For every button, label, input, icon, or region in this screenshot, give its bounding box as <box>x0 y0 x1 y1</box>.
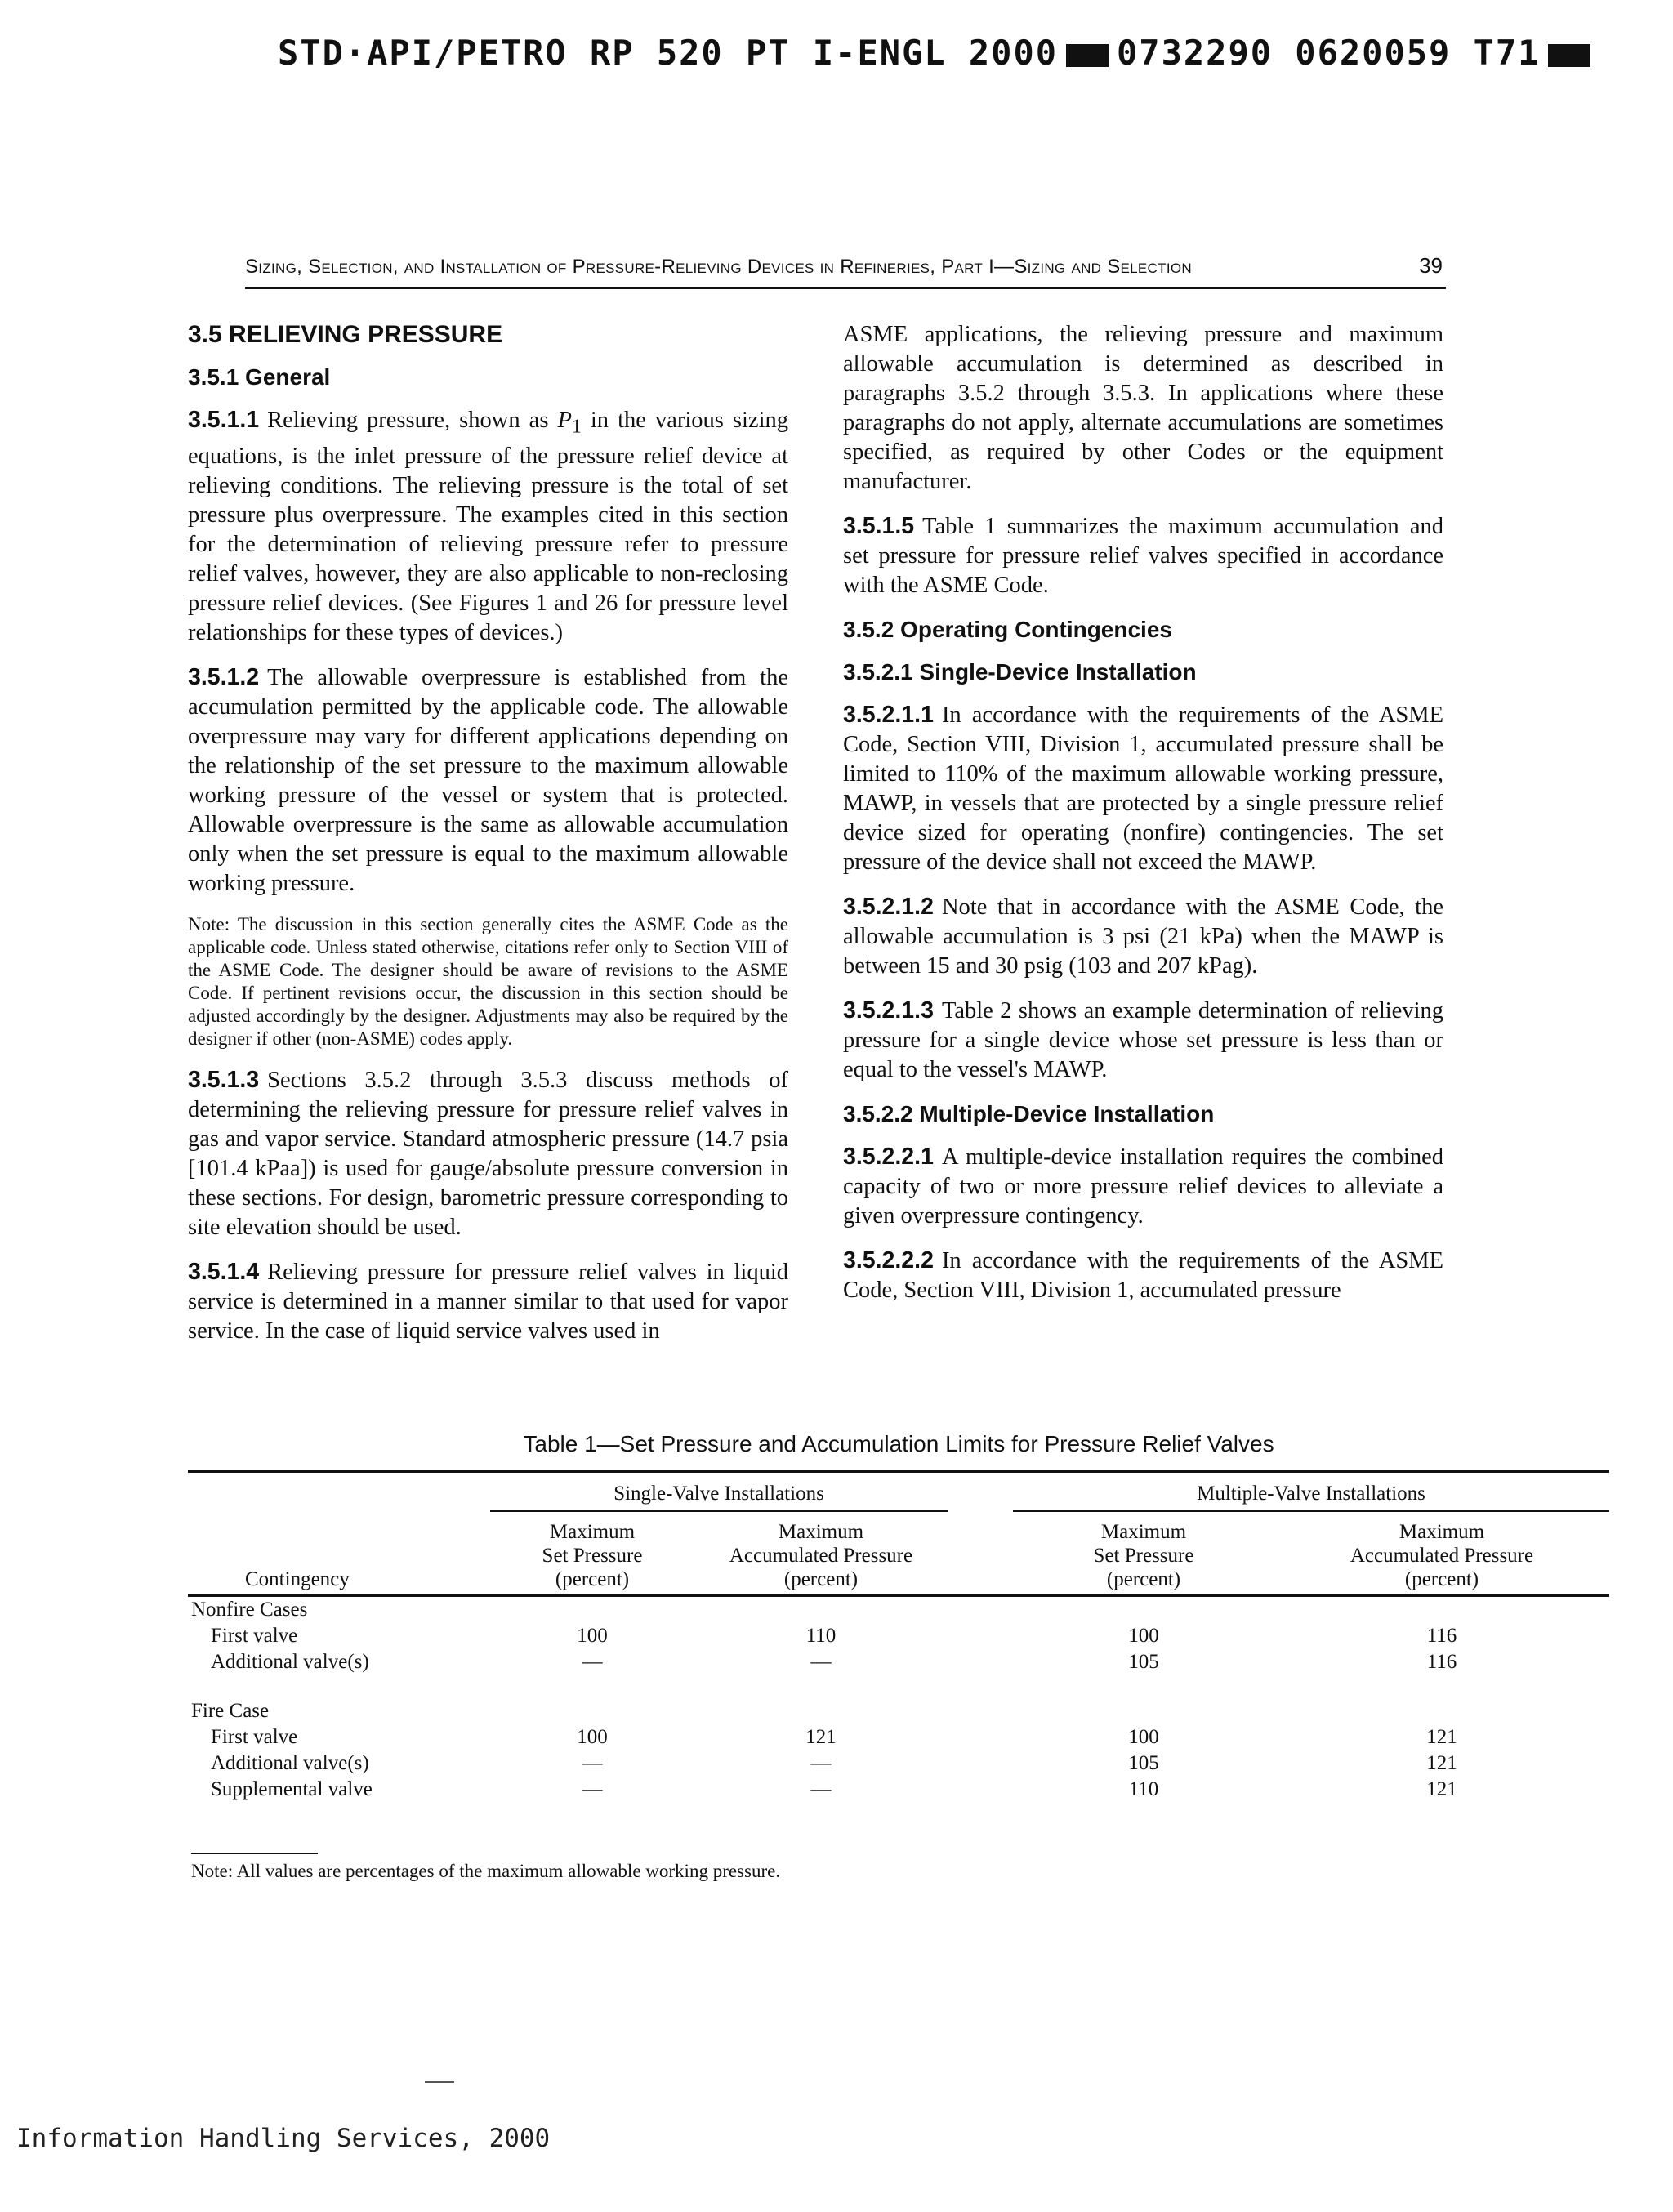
paragraph-number: 3.5.1.4 <box>188 1258 260 1285</box>
cell-single-set: — <box>582 1778 603 1800</box>
paragraph-number: 3.5.1.5 <box>843 513 915 539</box>
stamp-code: STD·API/PETRO RP 520 PT I-ENGL 2000 <box>278 33 1059 73</box>
header-line: Accumulated Pressure <box>1350 1545 1534 1567</box>
stamp-suffix: T71 <box>1473 33 1541 73</box>
paragraph-continued: ASME applications, the relieving pressure and maximum allowable accumulation is determined as described in paragraphs 3.5.2 through 3.5.3. In applications where these paragraphs do not apply, alternate accumulations are sometimes specified, as required by other Codes or the equipment manufacturer. <box>843 322 1443 494</box>
category-fire: Fire Case <box>191 1700 270 1722</box>
paragraph-text: Table 1 summarizes the maximum accumulation and set pressure for pressure relief valves specified in accordance with the ASME Code. <box>843 514 1443 598</box>
paragraph-number: 3.5.2.1.1 <box>843 702 934 728</box>
table-note: Note: All values are percentages of the maximum allowable working pressure. <box>191 1861 781 1881</box>
paragraph-3-5-2-2-2 <box>843 1246 1443 1305</box>
column-header-multiple-acc <box>1274 1511 1609 1596</box>
cell-gap <box>948 1724 1013 1750</box>
cell-gap <box>948 1649 1013 1675</box>
row-label: Supplemental valve <box>211 1778 373 1800</box>
table-row-category <box>188 1596 1609 1624</box>
column-header-single-set <box>490 1511 694 1596</box>
cell-multiple-acc: 121 <box>1426 1778 1457 1800</box>
group-header-single: Single-Valve Installations <box>490 1473 948 1511</box>
group-header-multiple: Multiple-Valve Installations <box>1013 1473 1609 1511</box>
header-line: Maximum <box>1399 1521 1485 1543</box>
paragraph-text: A multiple-device installation requires the combined capacity of two or more pressure relief devices to alleviate a given overpressure contingency. <box>843 1144 1443 1229</box>
cell-single-acc: — <box>810 1651 832 1673</box>
paragraph-3-5-1-4 <box>188 1257 788 1346</box>
stamp-block-2 <box>1548 44 1590 67</box>
scan-mark <box>425 2081 454 2083</box>
table-group-gap <box>948 1473 1013 1511</box>
table-row-category <box>188 1698 1609 1724</box>
table-spacer <box>188 1675 1609 1698</box>
paragraph-3-5-1-2 <box>188 662 788 899</box>
cell-gap <box>948 1623 1013 1649</box>
paragraph-text: in the various sizing equations, is the inlet pressure of the pressure relief device at relieving conditions. The relieving pressure is the total of set pressure plus overpressure. The examples cited in this section for the determination of relieving pressure refer to pressure relief valves, however, they are also applicable to non-reclosing pressure relief devices. (See Figures 1 and 26 for pressure level relationships for these types of devices.) <box>188 408 788 645</box>
paragraph-3-5-1-5 <box>843 511 1443 600</box>
header-line: Maximum <box>1100 1521 1187 1543</box>
paragraph-text: In accordance with the requirements of the ASME Code, Section VIII, Division 1, accumulated pressure <box>843 1248 1443 1303</box>
cell-single-acc: 110 <box>805 1625 836 1647</box>
row-label: Additional valve(s) <box>211 1651 369 1673</box>
cell-multiple-set: 105 <box>1128 1651 1159 1673</box>
category-nonfire: Nonfire Cases <box>191 1599 308 1621</box>
table-column-header <box>188 1511 1609 1596</box>
cell-single-set: — <box>582 1752 603 1774</box>
cell-multiple-acc: 121 <box>1426 1726 1457 1748</box>
table-row <box>188 1750 1609 1777</box>
cell-multiple-set: 100 <box>1128 1726 1159 1748</box>
paragraph-number: 3.5.1.3 <box>188 1066 260 1093</box>
column-header-single-acc <box>694 1511 948 1596</box>
table-row <box>188 1724 1609 1750</box>
paragraph-3-5-2-1-2 <box>843 892 1443 981</box>
pressure-symbol-subscript: 1 <box>571 416 582 438</box>
cell-single-acc: — <box>810 1752 832 1774</box>
table-row <box>188 1777 1609 1803</box>
table-caption: Table 1—Set Pressure and Accumulation Limits for Pressure Relief Valves <box>523 1431 1274 1456</box>
cell-single-set: 100 <box>577 1726 608 1748</box>
cell-single-acc: — <box>810 1778 832 1800</box>
cell-multiple-acc: 121 <box>1426 1752 1457 1774</box>
column-header-gap <box>948 1511 1013 1596</box>
cell-single-set: — <box>582 1651 603 1673</box>
header-line: Accumulated Pressure <box>729 1545 913 1567</box>
cell-gap <box>948 1777 1013 1803</box>
header-line: (percent) <box>1404 1568 1479 1590</box>
paragraph-number: 3.5.2.1.2 <box>843 894 934 920</box>
paragraph-number: 3.5.2.2.2 <box>843 1247 934 1273</box>
row-label: First valve <box>211 1726 298 1748</box>
cell-multiple-set: 110 <box>1128 1778 1159 1800</box>
paragraph-3-5-2-2-1 <box>843 1142 1443 1231</box>
paragraph-text: Note that in accordance with the ASME Code, the allowable accumulation is 3 psi (21 kPa) when the MAWP is between 15 and 30 psig (103 and 207 kPag). <box>843 894 1443 979</box>
right-column <box>843 320 1443 1320</box>
paragraph-text: The allowable overpressure is established from the accumulation permitted by the applicable code. The allowable overpressure may vary for different applications depending on the relationship of the set pressure to the maximum allowable working pressure of the vessel or system that is protected. Allowable overpressure is the same as allowable accumulation only when the set pressure is equal to the maximum allowable working pressure. <box>188 664 788 896</box>
paragraph-3-5-1-1 <box>188 405 788 648</box>
cell-single-set: 100 <box>577 1625 608 1647</box>
header-line: (percent) <box>1106 1568 1181 1590</box>
paragraph-text: Relieving pressure, shown as <box>267 408 558 433</box>
column-header-multiple-set <box>1013 1511 1274 1596</box>
stamp-block-1 <box>1066 44 1109 67</box>
footer-text: Information Handling Services, 2000 <box>16 2124 551 2153</box>
table-group-blank <box>188 1473 490 1511</box>
header-line: Set Pressure <box>1093 1545 1194 1567</box>
row-label: First valve <box>211 1625 298 1647</box>
table-group-header <box>188 1473 1609 1511</box>
document-stamp <box>278 33 1541 73</box>
page-number: 39 <box>1419 253 1443 278</box>
cell-multiple-acc: 116 <box>1426 1625 1457 1647</box>
section-heading-3-5-2-1: 3.5.2.1 Single-Device Installation <box>843 659 1197 685</box>
table-note-rule <box>191 1853 318 1854</box>
column-header-contingency: Contingency <box>188 1511 490 1596</box>
paragraph-text: Relieving pressure for pressure relief valves in liquid service is determined in a manner similar to that used for vapor service. In the case of liquid service valves used in <box>188 1259 788 1344</box>
header-line: (percent) <box>783 1568 859 1590</box>
running-head <box>245 253 1446 289</box>
left-column <box>188 320 788 1361</box>
table-row <box>188 1623 1609 1649</box>
paragraph-number: 3.5.2.2.1 <box>843 1144 934 1170</box>
running-head-title: Sizing, Selection, and Installation of Pressure-Relieving Devices in Refineries, Part I—Sizing and Selection <box>245 256 1192 278</box>
cell-gap <box>948 1750 1013 1777</box>
paragraph-number: 3.5.2.1.3 <box>843 997 934 1023</box>
paragraph-text: Sections 3.5.2 through 3.5.3 discuss methods of determining the relieving pressure for pressure relief valves in gas and vapor service. Standard atmospheric pressure (14.7 psia [101.4 kPaa]) is used for gauge/absolute pressure conversion in these sections. For design, barometric pressure corresponding to site elevation should be used. <box>188 1067 788 1240</box>
header-line: (percent) <box>555 1568 630 1590</box>
paragraph-3-5-2-1-1 <box>843 700 1443 877</box>
cell-single-acc: 121 <box>805 1726 836 1748</box>
section-note: Note: The discussion in this section generally cites the ASME Code as the applicable code. Unless stated otherwise, citations refer only to Section VIII of the ASME Code. The designer should be aware of revisions to the ASME Code. If pertinent revisions occur, the discussion in this section should be adjusted accordingly by the designer. Adjustments may also be required by the designer if other (non-ASME) codes apply. <box>188 913 788 1049</box>
section-heading-3-5-1: 3.5.1 General <box>188 364 331 390</box>
paragraph-3-5-1-3 <box>188 1065 788 1242</box>
stamp-number: 0732290 0620059 <box>1117 33 1452 73</box>
section-heading-3-5-2-2: 3.5.2.2 Multiple-Device Installation <box>843 1101 1215 1126</box>
cell-multiple-acc: 116 <box>1426 1651 1457 1673</box>
paragraph-number: 3.5.1.2 <box>188 663 260 690</box>
section-heading-3-5-2: 3.5.2 Operating Contingencies <box>843 617 1172 642</box>
row-label: Additional valve(s) <box>211 1752 369 1774</box>
header-line: Maximum <box>778 1521 864 1543</box>
cell-multiple-set: 100 <box>1128 1625 1159 1647</box>
pressure-symbol: P <box>557 408 572 433</box>
table-row <box>188 1649 1609 1675</box>
paragraph-text: Table 2 shows an example determination of relieving pressure for a single device whose set pressure is less than or equal to the vessel's MAWP. <box>843 998 1443 1082</box>
pressure-limits-table <box>188 1470 1609 1803</box>
header-line: Maximum <box>549 1521 636 1543</box>
paragraph-3-5-2-1-3 <box>843 996 1443 1085</box>
cell-multiple-set: 105 <box>1128 1752 1159 1774</box>
header-line: Set Pressure <box>542 1545 643 1567</box>
paragraph-text: In accordance with the requirements of the ASME Code, Section VIII, Division 1, accumulated pressure shall be limited to 110% of the maximum allowable working pressure, MAWP, in vessels that are protected by a single pressure relief device sized for operating (nonfire) contingencies. The set pressure of the device shall not exceed the MAWP. <box>843 702 1443 875</box>
paragraph-number: 3.5.1.1 <box>188 407 260 433</box>
section-heading-3-5: 3.5 RELIEVING PRESSURE <box>188 321 503 348</box>
